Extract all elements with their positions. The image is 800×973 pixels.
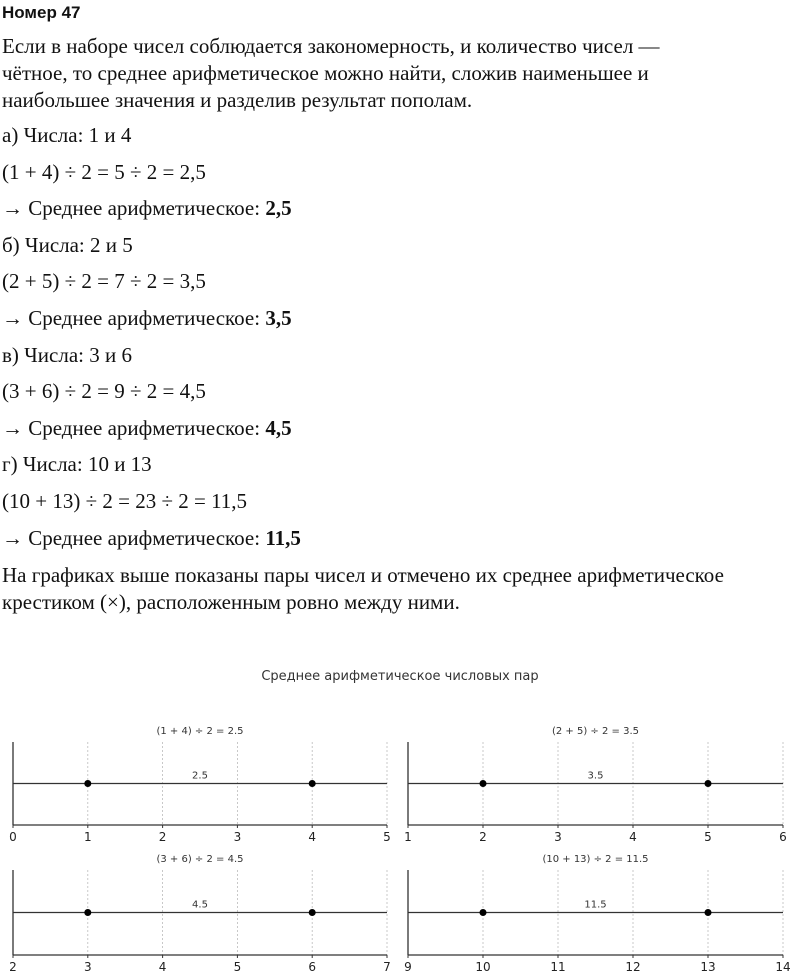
tick-label: 11 bbox=[550, 960, 566, 973]
text-segment: → Среднее арифметическое: bbox=[2, 306, 266, 330]
data-point bbox=[309, 909, 316, 916]
tick-label: 2 bbox=[479, 830, 487, 844]
text-segment: б) Числа: 2 и 5 bbox=[2, 232, 133, 257]
data-point bbox=[84, 909, 91, 916]
tick-label: 9 bbox=[404, 960, 412, 973]
text-segment: → Среднее арифметическое: bbox=[2, 196, 266, 221]
text-segment: Если в наборе чисел соблюдается закономерность, и количество чисел — bbox=[2, 34, 660, 58]
result-value: 2,5 bbox=[265, 196, 292, 221]
tick-label: 13 bbox=[700, 960, 716, 973]
text-segment: а) Числа: 1 и 4 bbox=[2, 123, 132, 147]
tick-label: 7 bbox=[383, 960, 391, 973]
chart-title: Среднее арифметическое числовых пар bbox=[261, 669, 539, 684]
mean-label: 11.5 bbox=[584, 899, 607, 911]
tick-label: 10 bbox=[475, 960, 491, 973]
panel-title: (3 + 6) ÷ 2 = 4.5 bbox=[156, 854, 244, 865]
text-segment: → Среднее арифметическое: bbox=[2, 415, 266, 440]
panel-title: (10 + 13) ÷ 2 = 11.5 bbox=[542, 854, 649, 865]
text-segment: крестиком (×), расположенным ровно между ними. bbox=[2, 590, 460, 614]
tick-label: 3 bbox=[554, 830, 562, 844]
tick-label: 2 bbox=[9, 960, 17, 973]
data-point bbox=[309, 780, 316, 787]
data-point bbox=[705, 780, 712, 787]
panel-title: (2 + 5) ÷ 2 = 3.5 bbox=[551, 726, 640, 737]
text-segment: (10 + 13) ÷ 2 = 23 ÷ 2 = 11,5 bbox=[2, 489, 248, 513]
mean-label: 4.5 bbox=[192, 899, 208, 911]
tick-label: 4 bbox=[629, 830, 637, 844]
tick-label: 2 bbox=[158, 830, 167, 844]
data-point bbox=[480, 909, 487, 916]
problem-heading: Номер 47 bbox=[2, 3, 81, 22]
mean-label: 2.5 bbox=[192, 770, 208, 782]
data-point bbox=[705, 909, 712, 916]
tick-label: 1 bbox=[83, 830, 92, 844]
tick-label: 0 bbox=[9, 830, 17, 844]
text-segment: наибольшее значения и разделив результат пополам. bbox=[2, 88, 473, 112]
text-segment: → Среднее арифметическое: bbox=[2, 525, 266, 550]
result-value: 4,5 bbox=[265, 415, 292, 440]
text-segment: (3 + 6) ÷ 2 = 9 ÷ 2 = 4,5 bbox=[2, 379, 206, 404]
text-segment: (1 + 4) ÷ 2 = 5 ÷ 2 = 2,5 bbox=[2, 159, 206, 184]
tick-label: 5 bbox=[704, 830, 712, 844]
text-segment: в) Числа: 3 и 6 bbox=[2, 342, 132, 367]
result-value: 11,5 bbox=[265, 525, 301, 550]
text-segment: На графиках выше показаны пары чисел и отмечено их среднее арифметическое bbox=[2, 563, 724, 587]
tick-label: 3 bbox=[233, 830, 242, 844]
text-segment: г) Числа: 10 и 13 bbox=[2, 452, 152, 477]
result-value: 3,5 bbox=[265, 306, 292, 330]
tick-label: 14 bbox=[775, 960, 791, 973]
tick-label: 5 bbox=[383, 830, 391, 844]
tick-label: 1 bbox=[404, 830, 412, 844]
tick-label: 4 bbox=[158, 960, 167, 973]
panel-title: (1 + 4) ÷ 2 = 2.5 bbox=[156, 726, 244, 737]
tick-label: 6 bbox=[779, 830, 787, 844]
tick-label: 5 bbox=[233, 960, 242, 973]
text-segment: (2 + 5) ÷ 2 = 7 ÷ 2 = 3,5 bbox=[2, 269, 206, 294]
tick-label: 6 bbox=[308, 960, 317, 973]
tick-label: 4 bbox=[308, 830, 317, 844]
data-point bbox=[480, 780, 487, 787]
mean-label: 3.5 bbox=[587, 770, 604, 782]
data-point bbox=[84, 780, 91, 787]
text-segment: чётное, то среднее арифметическое можно найти, сложив наименьшее и bbox=[2, 61, 649, 85]
tick-label: 3 bbox=[83, 960, 92, 973]
tick-label: 12 bbox=[625, 960, 641, 973]
